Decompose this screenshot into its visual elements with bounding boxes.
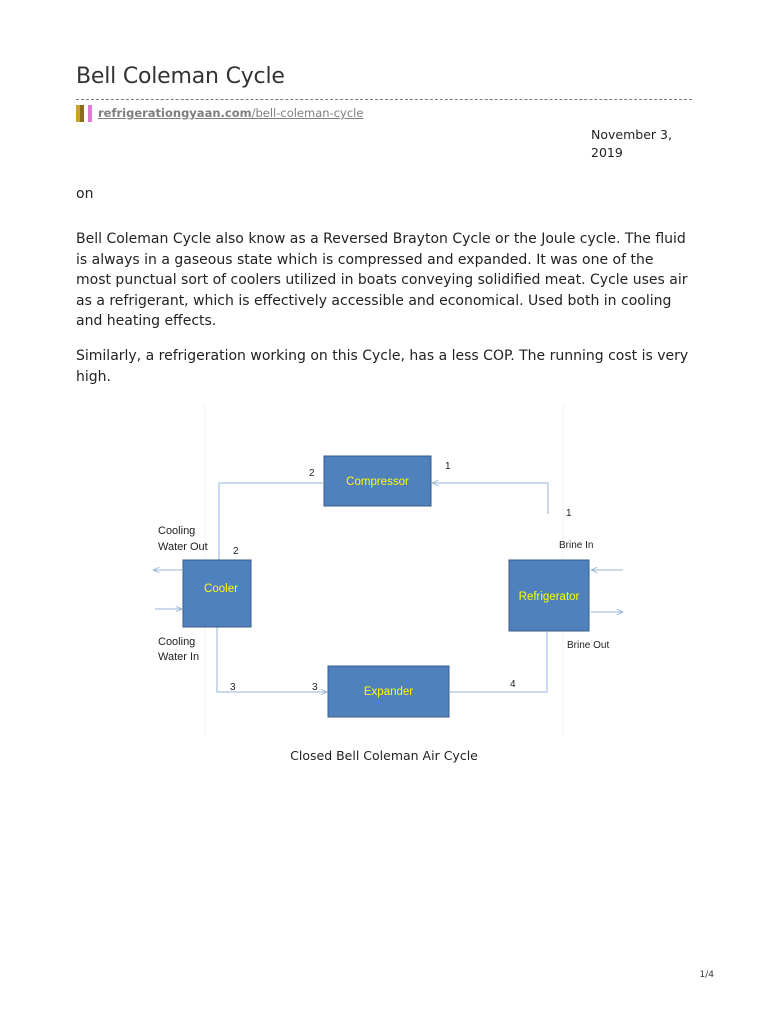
refrigerator-box	[509, 560, 589, 631]
source-link[interactable]	[76, 104, 363, 122]
cooling-water-out-label-line1: Cooling	[158, 525, 196, 537]
cooling-water-in-label-line1: Cooling	[158, 636, 196, 648]
state-point-label: 4	[510, 679, 516, 690]
publish-date-year: 2019	[591, 145, 623, 160]
state-point-label: 3	[312, 682, 318, 693]
flow-line-1-compressor	[432, 483, 548, 514]
state-point-label: 2	[309, 468, 315, 479]
diagram-caption: Closed Bell Coleman Air Cycle	[290, 748, 478, 763]
title-divider	[76, 99, 692, 100]
paragraph-intro: Bell Coleman Cycle also know as a Reversed Brayton Cycle or the Joule cycle. The fluid is always in a gaseous state which is compressed and expanded. It was one of the most punctual sort of coolers utilized in boats conveying solidified meat. Cycle uses air as a refrigerant, which is effectively accessible and economical. Used both in cooling and heating effects.	[76, 231, 688, 329]
favicon-stripe	[88, 105, 92, 122]
source-path[interactable]: /bell-coleman-cycle	[251, 106, 364, 120]
cooler-label: Cooler	[204, 583, 238, 595]
publish-date	[591, 126, 711, 162]
site-favicon-icon	[76, 105, 92, 122]
flow-line-expander-4	[450, 632, 547, 692]
state-point-label: 1	[566, 508, 572, 519]
compressor-box	[324, 456, 431, 506]
refrigerator-label: Refrigerator	[518, 591, 580, 603]
cooling-water-out-label-line2: Water Out	[158, 541, 208, 553]
compressor-label: Compressor	[346, 476, 409, 488]
state-point-label: 1	[445, 461, 451, 472]
brine-out-label: Brine Out	[567, 640, 610, 651]
cooling-water-in-label-line2: Water In	[158, 651, 200, 663]
source-domain[interactable]: refrigerationgyaan.com	[98, 106, 252, 120]
page-title: Bell Coleman Cycle	[76, 64, 285, 89]
state-point-label: 2	[233, 546, 239, 557]
byline-on: on	[76, 186, 94, 202]
expander-box	[328, 666, 449, 717]
expander-label: Expander	[363, 686, 414, 698]
brine-in-label: Brine In	[559, 540, 594, 551]
paragraph-cop: Similarly, a refrigeration working on this Cycle, has a less COP. The running cost is very high.	[76, 348, 689, 385]
bell-coleman-cycle-diagram	[145, 400, 635, 740]
state-point-label: 3	[230, 682, 236, 693]
cooler-box	[183, 560, 251, 627]
page-number: 1/4	[699, 970, 714, 980]
publish-date-line: November 3,	[591, 127, 672, 142]
